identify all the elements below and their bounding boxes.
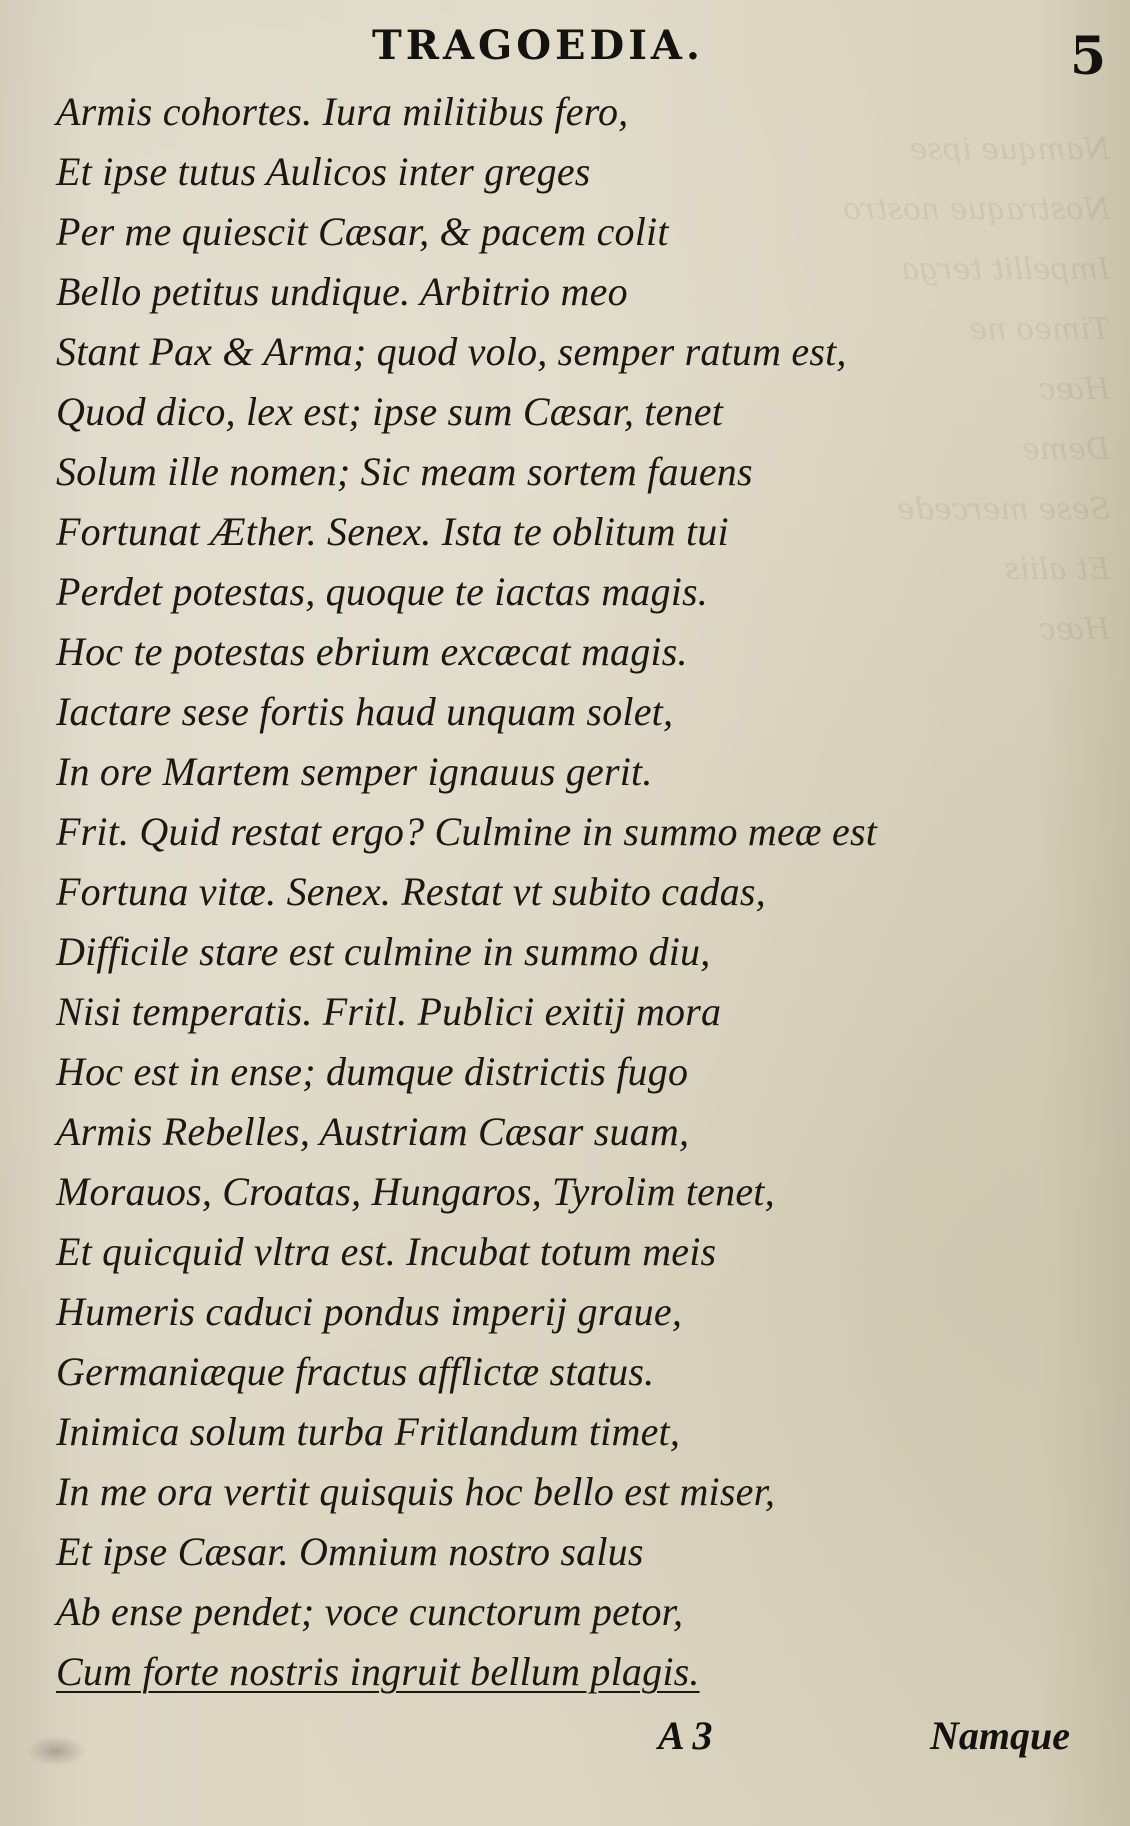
verse-line: Nisi temperatis. Fritl. Publici exitij mora <box>56 989 722 1034</box>
verse-line: Armis cohortes. Iura militibus fero, <box>56 89 629 134</box>
verse-line: Cum forte nostris ingruit bellum plagis. <box>56 1649 700 1694</box>
verse-text-block <box>56 82 1096 1702</box>
verse-line: Iactare sese fortis haud unquam solet, <box>56 689 674 734</box>
page-header <box>0 18 1130 87</box>
verse-line: Fortunat Æther. Senex. Ista te oblitum tui <box>56 509 729 554</box>
verse-line: Humeris caduci pondus imperij graue, <box>56 1289 683 1334</box>
verse-line: Hoc te potestas ebrium excæcat magis. <box>56 629 688 674</box>
verse-line: Inimica solum turba Fritlandum timet, <box>56 1409 681 1454</box>
verse-line: Perdet potestas, quoque te iactas magis. <box>56 569 708 614</box>
verse-line: Hoc est in ense; dumque districtis fugo <box>56 1049 689 1094</box>
verse-line: Armis Rebelles, Austriam Cæsar suam, <box>56 1109 690 1154</box>
verse-line: Morauos, Croatas, Hungaros, Tyrolim tenet, <box>56 1169 775 1214</box>
verse-line: Fortuna vitæ. Senex. Restat vt subito cadas, <box>56 869 766 914</box>
verse-line: Germaniæque fractus afflictæ status. <box>56 1349 655 1394</box>
verse-line: Stant Pax & Arma; quod volo, semper ratum est, <box>56 329 847 374</box>
verse-line: Et ipse Cæsar. Omnium nostro salus <box>56 1529 644 1574</box>
verse-line: Et quicquid vltra est. Incubat totum meis <box>56 1229 717 1274</box>
verse-line: Frit. Quid restat ergo? Culmine in summo meæ est <box>56 809 878 854</box>
page-footer <box>0 1708 1130 1778</box>
running-title: TRAGOEDIA. <box>372 22 704 69</box>
verse-line: Ab ense pendet; voce cunctorum petor, <box>56 1589 684 1634</box>
verse-line: Bello petitus undique. Arbitrio meo <box>56 269 628 314</box>
show-through-texture: Namque ipse Nostraque nostro Impellit terga Timeo ne Hæc Deme Sese mercede Et aliis Hæc <box>842 132 1110 647</box>
verse-line: In me ora vertit quisquis hoc bello est miser, <box>56 1469 776 1514</box>
verse-line: Et ipse tutus Aulicos inter greges <box>56 149 591 194</box>
folio-mark: 5 <box>1070 26 1107 87</box>
signature-mark: A 3 <box>658 1713 713 1758</box>
verse-line: Solum ille nomen; Sic meam sortem fauens <box>56 449 753 494</box>
verse-line: Quod dico, lex est; ipse sum Cæsar, tenet <box>56 389 724 434</box>
verse-line: Difficile stare est culmine in summo diu, <box>56 929 711 974</box>
verse-line: Per me quiescit Cæsar, & pacem colit <box>56 209 669 254</box>
ink-smudge <box>26 1736 86 1766</box>
verse-line: In ore Martem semper ignauus gerit. <box>56 749 653 794</box>
catchword: Namque <box>930 1713 1070 1758</box>
